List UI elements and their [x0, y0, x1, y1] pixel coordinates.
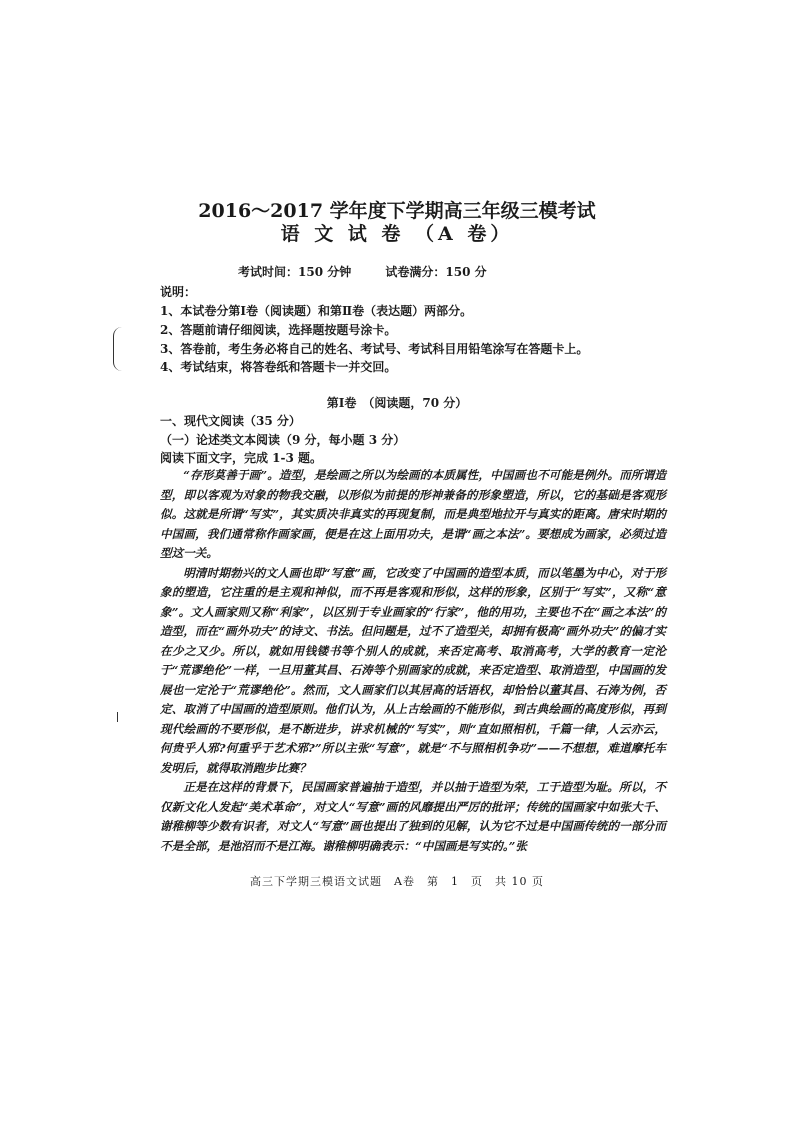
page-footer: 高三下学期三模语文试题 A卷 第 1 页 共 10 页: [250, 875, 544, 888]
exam-info: [238, 263, 487, 280]
exam-score: 试卷满分：150 分: [385, 265, 487, 279]
note-item: 1、本试卷分第Ⅰ卷（阅读题）和第Ⅱ卷（表达题）两部分。: [160, 304, 473, 318]
passage-paragraph: “存形莫善于画”。造型，是绘画之所以为绘画的本质属性，中国画也不可能是例外。而所谓造型，即以客观为对象的物我交融，以形似为前提的形神兼备的形象塑造，所以，它的基础是客观形似。这就是所谓“写实”，其实质决非真实的再现复制，而是典型地拉开与真实的距离。唐宋时期的中国画，我们通常称作画家画，便是在这上面用功夫，是谓“画之本法”。要想成为画家，必须过造型这一关。: [160, 468, 666, 560]
scan-bracket-mark: [113, 327, 122, 371]
note-item: 4、考试结束，将答卷纸和答题卡一并交回。: [160, 360, 397, 374]
passage-paragraph: 正是在这样的背景下，民国画家普遍抽于造型，并以抽于造型为荣，工于造型为耻。所以，不仅新文化人发起“美术革命”，对文人“写意”画的风靡提出严厉的批评；传统的国画家中如张大千、谢稚柳等少数有识者，对文人“写意”画也提出了独到的见解，认为它不过是中国画传统的一部分而不是全部，是池沼而不是江海。谢稚柳明确表示：“中国画是写实的。”张: [160, 780, 666, 853]
note-item: 3、答卷前，考生务必将自己的姓名、考试号、考试科目用铅笔涂写在答题卡上。: [160, 342, 589, 356]
reading-passage: [160, 466, 666, 856]
reading-instruction: 阅读下面文字，完成 1-3 题。: [160, 451, 323, 465]
note-item: 2、答题前请仔细阅读，选择题按题号涂卡。: [160, 323, 397, 337]
exam-time: 考试时间：150 分钟: [238, 265, 352, 279]
exam-subtitle: 语 文 试 卷 （A 卷）: [280, 223, 514, 245]
passage-paragraph: 明清时期勃兴的文人画也即“写意”画，它改变了中国画的造型本质，而以笔墨为中心，对于形象的塑造，它注重的是主观和神似，而不再是客观和形似，这样的形象，区别于“写实”，又称“意象”。文人画家则又称“利家”，以区别于专业画家的“行家”，他的用功，主要也不在“画之本法”的造型，而在“画外功夫”的诗文、书法。但问题是，过不了造型关，却拥有极高“画外功夫”的偏才实在少之又少。所以，就如用钱镂书等个别人的成就，来否定高考、取消高考，大学的教育一定沦于“荒谬绝伦”一样，一旦用董其昌、石涛等个别画家的成就，来否定造型、取消造型，中国画的发展也一定沦于“荒谬绝伦”。然而，文人画家们以其居高的话语权，却恰恰以董其昌、石涛为例，否定、取消了中国画的造型原则。他们认为，从上古绘画的不能形似，到古典绘画的高度形似，再到现代绘画的不要形似，是不断进步，讲求机械的“写实”，则“直如照相机，千篇一律，人云亦云，何贵乎人邪?何重乎于艺术邪?”所以主张“写意”，就是“不与照相机争功”——不想想，难道摩托车发明后，就得取消跑步比赛？: [160, 565, 666, 775]
section-title: 第Ⅰ卷 （阅读题，70 分）: [326, 396, 468, 410]
notes-heading: 说明：: [160, 285, 197, 299]
exam-title: 2016～2017 学年度下学期高三年级三模考试: [198, 200, 596, 222]
sub-part-heading: （一）论述类文本阅读（9 分，每小题 3 分）: [160, 433, 406, 447]
scan-tick-mark: [117, 712, 118, 722]
part-heading: 一、现代文阅读（35 分）: [160, 414, 301, 428]
